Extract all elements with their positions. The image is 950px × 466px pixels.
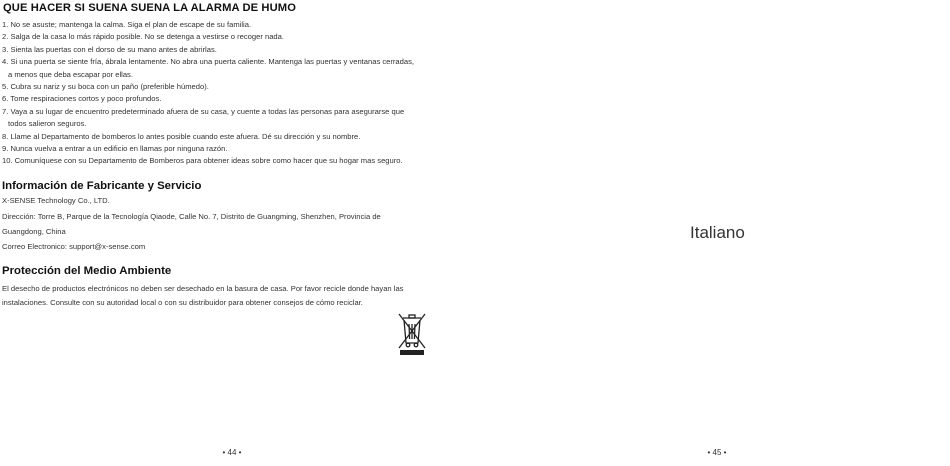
environment-text-line-1: El desecho de productos electrónicos no deben ser desechado en la basura de casa. Por favor recicle donde hayan las xyxy=(2,284,404,293)
right-page xyxy=(475,0,950,466)
language-section-title: Italiano xyxy=(690,223,745,242)
list-item xyxy=(2,131,464,143)
weee-crossed-bin-icon xyxy=(397,312,427,357)
page-number: • 45 • xyxy=(707,448,727,457)
list-item xyxy=(2,81,464,93)
list-item xyxy=(2,44,464,56)
address-line-1: Dirección: Torre B, Parque de la Tecnología Qiaode, Calle No. 7, Distrito de Guangming, Shenzhen, Provincia de xyxy=(2,212,381,221)
page-number: • 44 • xyxy=(222,448,242,457)
steps-list xyxy=(2,19,464,168)
step-text: 8. Llame al Departamento de bomberos lo antes posible cuando este afuera. Dé su dirección y su nombre. xyxy=(2,131,361,141)
step-text: 10. Comuníquese con su Departamento de Bomberos para obtener ideas sobre como hacer que su hogar mas seguro. xyxy=(2,156,403,166)
list-item xyxy=(2,155,464,167)
step-text-continued: a menos que deba escapar por ellas. xyxy=(8,69,133,79)
step-text: 5. Cubra su nariz y su boca con un paño (preferible húmedo). xyxy=(2,82,209,92)
step-text: 9. Nunca vuelva a entrar a un edificio en llamas por ninguna razón. xyxy=(2,144,228,154)
list-item xyxy=(2,143,464,155)
list-item xyxy=(2,31,464,43)
step-text-continued: todos salieron seguros. xyxy=(8,119,87,129)
environment-text-line-2: instalaciones. Consulte con su autoridad local o con su distribuidor para obtener consejos de cómo reciclar. xyxy=(2,298,363,307)
step-text: 1. No se asuste; mantenga la calma. Siga el plan de escape de su familia. xyxy=(2,20,252,29)
step-text: 4. Si una puerta se siente fría, ábrala lentamente. No abra una puerta caliente. Mantenga las puertas y ventanas cerradas, xyxy=(2,57,415,67)
list-item xyxy=(2,56,464,81)
step-text: 6. Tome respiraciones cortos y poco profundos. xyxy=(2,94,162,104)
step-text: 3. Sienta las puertas con el dorso de su mano antes de abrirlas. xyxy=(2,44,217,54)
list-item xyxy=(2,19,464,31)
page-title: QUE HACER SI SUENA SUENA LA ALARMA DE HUMO xyxy=(3,2,297,14)
list-item xyxy=(2,93,464,105)
manufacturer-heading: Información de Fabricante y Servicio xyxy=(2,180,202,192)
company-name: X-SENSE Technology Co., LTD. xyxy=(2,196,110,205)
step-text: 2. Salga de la casa lo más rápido posible. No se detenga a vestirse o recoger nada. xyxy=(2,32,284,42)
environment-heading: Protección del Medio Ambiente xyxy=(2,265,172,277)
list-item xyxy=(2,106,464,131)
email-line: Correo Electronico: support@x-sense.com xyxy=(2,242,146,251)
address-line-2: Guangdong, China xyxy=(2,227,66,236)
step-text: 7. Vaya a su lugar de encuentro predeterminado afuera de su casa, y cuente a todas las personas para asegurarse que xyxy=(2,106,405,116)
